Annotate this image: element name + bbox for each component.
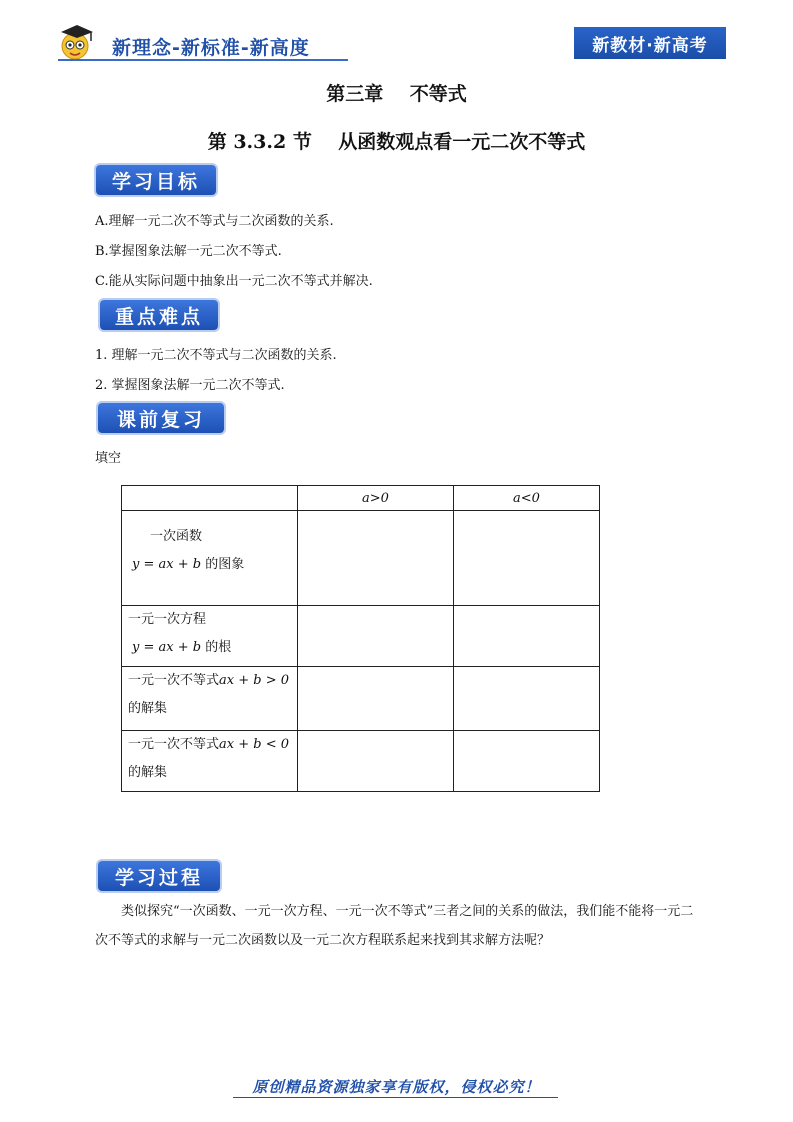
objective-item: C.能从实际问题中抽象出一元二次不等式并解决. bbox=[95, 274, 373, 289]
header-slogan: 新理念-新标准-新高度 bbox=[112, 37, 310, 59]
table-header-a-negative: a<0 bbox=[454, 486, 600, 511]
header-badge: 新教材·新高考 bbox=[574, 27, 726, 59]
chapter-title: 第三章 不等式 bbox=[326, 83, 467, 105]
table-row bbox=[122, 731, 600, 792]
objective-item: A.理解一元二次不等式与二次函数的关系. bbox=[95, 214, 334, 229]
answer-cell[interactable] bbox=[454, 667, 600, 731]
process-banner: 学习过程 bbox=[98, 861, 220, 891]
row-label-cell: 一元一次不等式ax + b < 0 的解集 bbox=[122, 731, 298, 792]
row-label-cell: 一元一次方程 y = ax + b 的根 bbox=[122, 606, 298, 667]
footer-underline bbox=[233, 1097, 558, 1098]
footer-copyright: 原创精品资源独家享有版权，侵权必究！ bbox=[252, 1078, 541, 1096]
answer-cell[interactable] bbox=[454, 511, 600, 606]
table-corner-cell bbox=[122, 486, 298, 511]
key-points-banner: 重点难点 bbox=[100, 300, 218, 330]
objective-item: B.掌握图象法解一元二次不等式. bbox=[95, 244, 282, 259]
table-row bbox=[122, 667, 600, 731]
review-fill-table bbox=[121, 485, 600, 792]
table-row bbox=[122, 606, 600, 667]
process-paragraph: 类似探究“一次函数、一元一次方程、一元一次不等式”三者之间的关系的做法，我们能不能将一元二次不等式的求解与一元二次函数以及一元二次方程联系起来找到其求解方法呢？ bbox=[95, 904, 694, 948]
mascot-icon bbox=[58, 22, 96, 62]
answer-cell[interactable] bbox=[454, 731, 600, 792]
review-instruction: 填空 bbox=[95, 451, 122, 466]
table-row bbox=[122, 511, 600, 606]
answer-cell[interactable] bbox=[298, 731, 454, 792]
answer-cell[interactable] bbox=[298, 606, 454, 667]
key-point-item: 2. 掌握图象法解一元二次不等式. bbox=[95, 378, 285, 393]
answer-cell[interactable] bbox=[298, 667, 454, 731]
header-underline bbox=[58, 59, 348, 61]
section-title: 第 3.3.2 节 从函数观点看一元二次不等式 bbox=[207, 131, 586, 153]
key-point-item: 1. 理解一元二次不等式与二次函数的关系. bbox=[95, 348, 337, 363]
answer-cell[interactable] bbox=[298, 511, 454, 606]
table-header-a-positive: a>0 bbox=[298, 486, 454, 511]
row-label-cell: 一元一次不等式ax + b > 0 的解集 bbox=[122, 667, 298, 731]
answer-cell[interactable] bbox=[454, 606, 600, 667]
review-banner: 课前复习 bbox=[98, 403, 224, 433]
row-label-cell: 一次函数 y = ax + b 的图象 bbox=[122, 511, 298, 606]
objectives-banner: 学习目标 bbox=[96, 165, 216, 195]
